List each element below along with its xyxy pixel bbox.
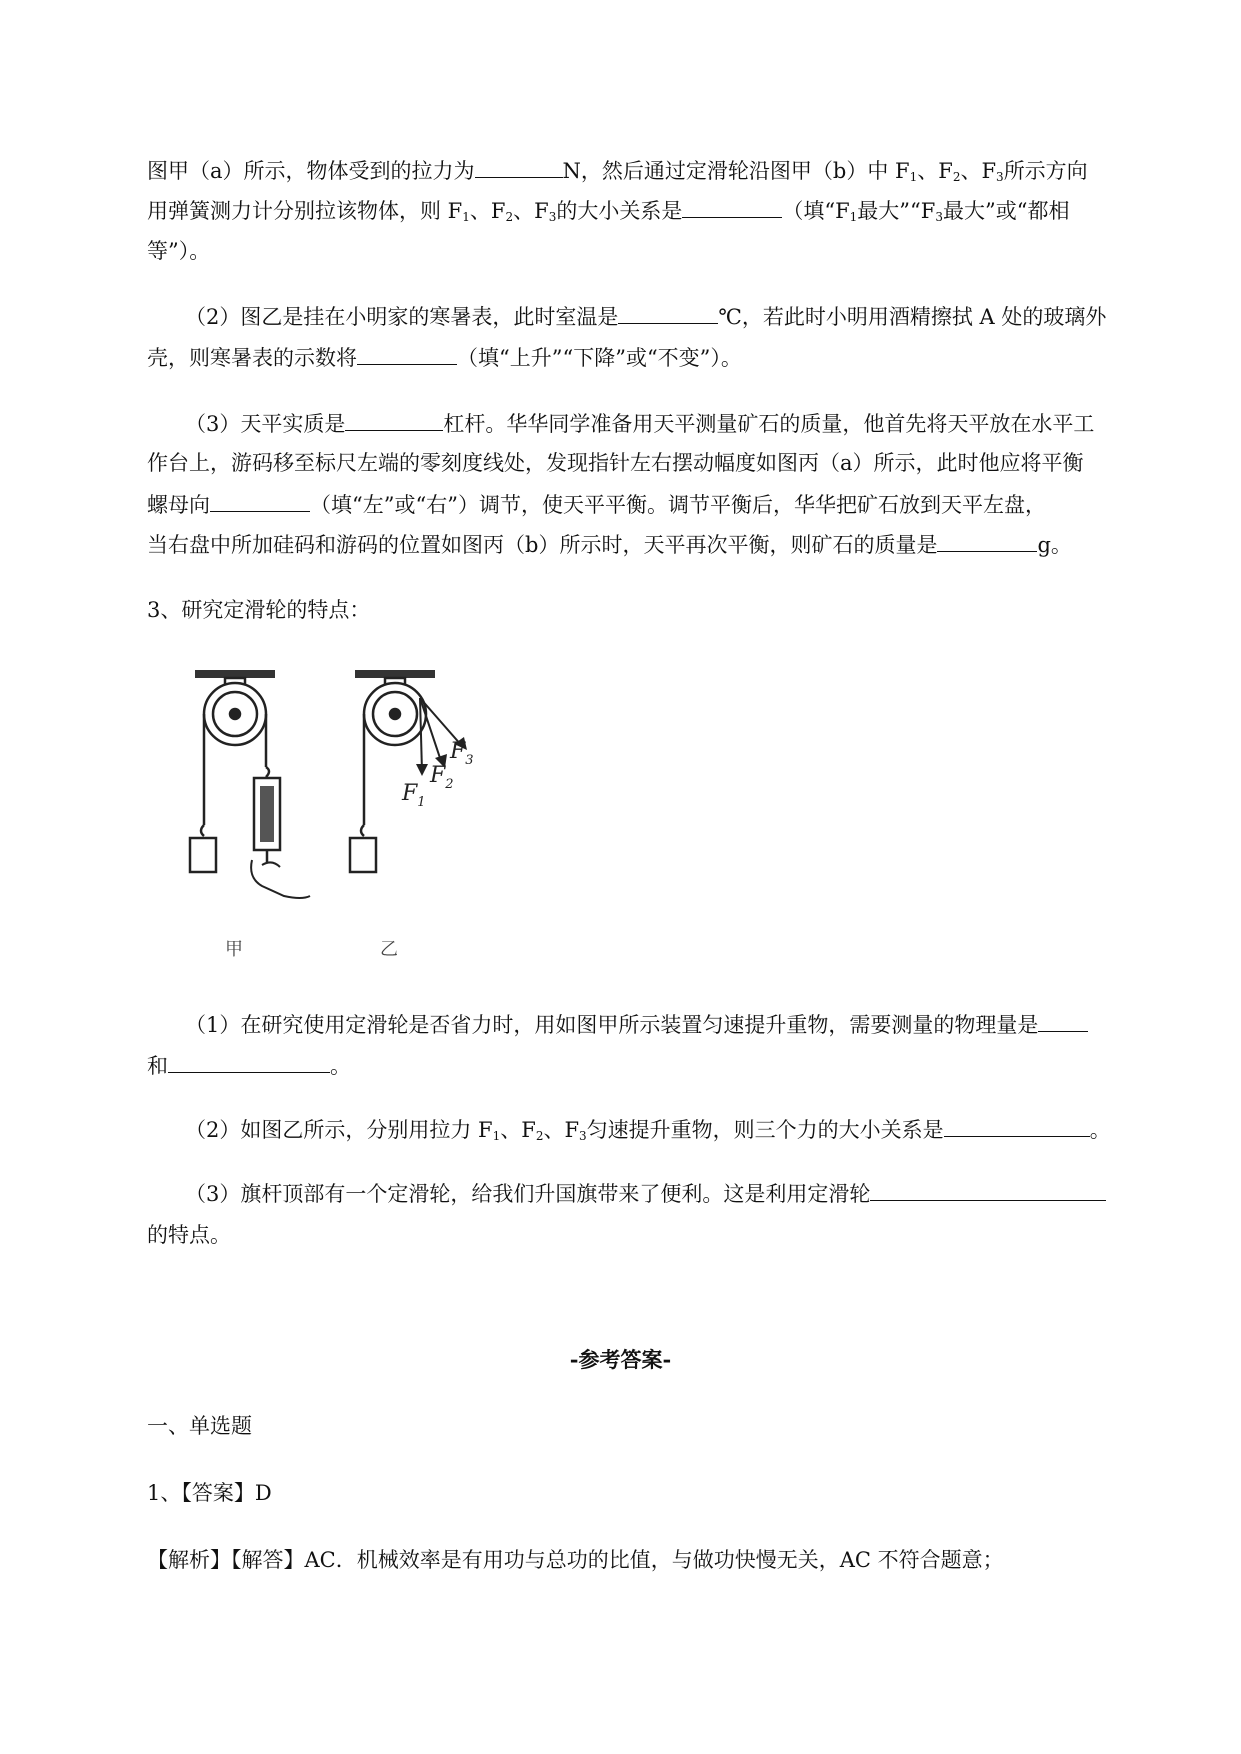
answer-blank[interactable] bbox=[682, 195, 782, 218]
text: 作台上，游码移至标尺左端的零刻度线处，发现指针左右摆动幅度如图丙（a）所示，此时他应将平衡 bbox=[147, 451, 1084, 475]
text: 当右盘中所加硅码和游码的位置如图丙（b）所示时，天平再次平衡，则矿石的质量是 bbox=[147, 533, 938, 557]
text: 壳，则寒暑表的示数将 bbox=[147, 346, 357, 370]
text: 、F bbox=[513, 199, 549, 223]
q3-p1-line1 bbox=[185, 1009, 1088, 1040]
caption-jia: 甲 bbox=[225, 939, 243, 960]
answer-blank[interactable] bbox=[944, 1114, 1090, 1137]
text: 。 bbox=[1089, 1118, 1111, 1142]
q2-p3-line2 bbox=[147, 448, 1084, 478]
q2-p1-line2 bbox=[147, 195, 1069, 232]
q3-title bbox=[147, 595, 370, 625]
text: 匀速提升重物，则三个力的大小关系是 bbox=[586, 1118, 944, 1142]
text: 图甲（a）所示，物体受到的拉力为 bbox=[147, 159, 475, 183]
text: （2）图乙是挂在小明家的寒暑表，此时室温是 bbox=[185, 305, 619, 329]
text: N，然后通过定滑轮沿图甲（b）中 F bbox=[562, 159, 910, 183]
q2-p1-line1 bbox=[147, 155, 1088, 192]
subscript: 3 bbox=[579, 1129, 587, 1143]
text: （填“F bbox=[782, 199, 850, 223]
q3-p2-line1 bbox=[185, 1114, 1111, 1151]
text: 、F bbox=[917, 159, 953, 183]
f2-label: $F_2$ bbox=[430, 763, 454, 792]
q3-p3-line1 bbox=[185, 1178, 1106, 1209]
answer-blank[interactable] bbox=[870, 1178, 1106, 1201]
subscript: 1 bbox=[849, 210, 858, 224]
answer-blank[interactable] bbox=[210, 489, 310, 512]
answers-heading bbox=[0, 1345, 1241, 1375]
answer-item-1 bbox=[147, 1478, 272, 1508]
q2-p3-line4 bbox=[147, 529, 1072, 560]
text: 最大”或“都相 bbox=[942, 199, 1070, 223]
text: 1、【答案】D bbox=[147, 1481, 272, 1505]
subscript: 3 bbox=[548, 210, 557, 224]
text: 所示方向 bbox=[1003, 159, 1088, 183]
text: 最大”“F bbox=[857, 199, 936, 223]
text: 一、单选题 bbox=[147, 1414, 252, 1438]
text: 等”）。 bbox=[147, 239, 211, 263]
q2-p3-line3 bbox=[147, 489, 1046, 520]
answer-blank[interactable] bbox=[168, 1050, 330, 1073]
pulley-jia bbox=[190, 670, 310, 898]
text: ℃，若此时小明用酒精擦拭 A 处的玻璃外 bbox=[718, 305, 1107, 329]
q3-p1-line2 bbox=[147, 1050, 351, 1081]
answer-blank[interactable] bbox=[475, 155, 563, 178]
text: 。 bbox=[330, 1054, 351, 1078]
answer-blank[interactable] bbox=[1038, 1009, 1088, 1032]
text: 、F bbox=[469, 199, 506, 223]
pulley-yi bbox=[350, 670, 467, 872]
subscript: 3 bbox=[996, 170, 1004, 184]
answer-blank[interactable] bbox=[357, 342, 457, 365]
text: -参考答案- bbox=[569, 1347, 672, 1372]
text: （1）在研究使用定滑轮是否省力时，用如图甲所示装置匀速提升重物，需要测量的物理量是 bbox=[185, 1013, 1039, 1037]
text: （2）如图乙所示，分别用拉力 F bbox=[185, 1118, 493, 1142]
text: 3、研究定滑轮的特点： bbox=[147, 598, 371, 622]
answers-section bbox=[147, 1411, 252, 1441]
text: （填“左”或“右”）调节，使天平平衡。调节平衡后，华华把矿石放到天平左盘， bbox=[310, 493, 1046, 517]
text: 的特点。 bbox=[147, 1223, 231, 1247]
answer-blank[interactable] bbox=[937, 529, 1037, 552]
subscript: 3 bbox=[935, 210, 943, 224]
text: 、F bbox=[543, 1118, 580, 1142]
text: （填“上升”“下降”或“不变”）。 bbox=[457, 346, 742, 370]
text: 杠杆。华华同学准备用天平测量矿石的质量，他首先将天平放在水平工 bbox=[443, 412, 1095, 436]
text: g。 bbox=[1037, 533, 1072, 557]
text: （3）天平实质是 bbox=[185, 412, 346, 436]
caption-yi: 乙 bbox=[380, 939, 398, 960]
f3-label: $F_3$ bbox=[450, 739, 474, 768]
subscript: 1 bbox=[492, 1129, 501, 1143]
text: 【解析】【解答】AC．机械效率是有用功与总功的比值，与做功快慢无关，AC 不符合题意； bbox=[147, 1548, 1004, 1572]
text: 和 bbox=[147, 1054, 168, 1078]
text: 的大小关系是 bbox=[556, 199, 683, 223]
subscript: 2 bbox=[952, 170, 961, 184]
q2-p1-line3 bbox=[147, 236, 210, 266]
q3-p3-line2 bbox=[147, 1220, 231, 1250]
text: 、F bbox=[500, 1118, 536, 1142]
q2-p2-line2 bbox=[147, 342, 742, 373]
subscript: 2 bbox=[535, 1129, 544, 1143]
q2-p2-line1 bbox=[185, 301, 1106, 332]
text: 螺母向 bbox=[147, 493, 210, 517]
subscript: 1 bbox=[462, 210, 470, 224]
text: 、F bbox=[960, 159, 997, 183]
answer-analysis bbox=[147, 1545, 1004, 1575]
pulley-figure bbox=[180, 660, 510, 970]
f1-label: $F_1$ bbox=[402, 781, 426, 810]
answer-blank[interactable] bbox=[618, 301, 718, 324]
subscript: 1 bbox=[909, 170, 918, 184]
answer-blank[interactable] bbox=[345, 408, 443, 431]
q2-p3-line1 bbox=[185, 408, 1094, 439]
text: 用弹簧测力计分别拉该物体，则 F bbox=[147, 199, 463, 223]
subscript: 2 bbox=[505, 210, 514, 224]
text: （3）旗杆顶部有一个定滑轮，给我们升国旗带来了便利。这是利用定滑轮 bbox=[185, 1182, 871, 1206]
